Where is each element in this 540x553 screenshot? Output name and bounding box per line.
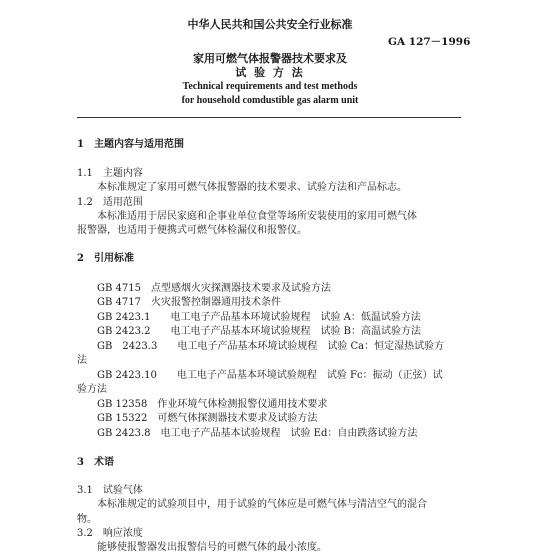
reference-gb2423-1: GB 2423.1 电工电子产品基本环境试验规程 试验 A：低温试验方法 xyxy=(97,312,421,323)
reference-gb2423-3-wrap: 法 xyxy=(77,355,87,366)
standard-number: GA 127－1996 xyxy=(388,36,471,48)
section-3-heading: 3 术语 xyxy=(77,457,114,468)
reference-gb2423-2: GB 2423.2 电工电子产品基本环境试验规程 试验 B：高温试验方法 xyxy=(97,326,422,337)
section-1-1-text: 本标准规定了家用可燃气体报警器的技术要求、试验方法和产品标志。 xyxy=(97,182,407,193)
reference-gb4715: GB 4715 点型感烟火灾探测器技术要求及试验方法 xyxy=(97,283,331,294)
section-1-2-text-line-2: 报警器，也适用于便携式可燃气体检漏仪和报警仪。 xyxy=(77,225,307,236)
section-1-2-heading: 1.2 适用范围 xyxy=(77,197,143,208)
section-3-1-text-line-1: 本标准规定的试验项目中，用于试验的气体应是可燃气体与清洁空气的混合 xyxy=(97,499,427,510)
reference-gb2423-8: GB 2423.8 电工电子产品基本试验规程 试验 Ed：自由跌落试验方法 xyxy=(97,428,418,439)
issuing-org: 中华人民共和国公共安全行业标准 xyxy=(187,18,353,31)
reference-gb15322: GB 15322 可燃气体探测器技术要求及试验方法 xyxy=(97,413,318,424)
reference-gb2423-10-wrap: 验方法 xyxy=(77,384,107,395)
title-cn-line-1: 家用可燃气体报警器技术要求及 xyxy=(193,52,347,65)
section-1-heading: 1 主题内容与适用范围 xyxy=(77,139,184,150)
header-divider xyxy=(77,117,461,118)
section-3-2-text: 能够使报警器发出报警信号的可燃气体的最小浓度。 xyxy=(97,542,327,553)
section-3-1-heading: 3.1 试验气体 xyxy=(77,485,143,496)
title-en-line-2: for household comdustible gas alarm unit xyxy=(181,95,359,106)
title-cn-line-2: 试 验 方 法 xyxy=(235,66,305,79)
title-en-line-1: Technical requirements and test methods xyxy=(182,81,358,92)
reference-gb4717: GB 4717 火灾报警控制器通用技术条件 xyxy=(97,297,281,308)
reference-gb2423-10: GB 2423.10 电工电子产品基本环境试验规程 试验 Fc：振动（正弦）试 xyxy=(97,370,443,381)
section-2-heading: 2 引用标准 xyxy=(77,253,134,264)
reference-gb2423-3: GB 2423.3 电工电子产品基本环境试验规程 试验 Ca：恒定湿热试验方 xyxy=(97,341,445,352)
section-3-2-heading: 3.2 响应浓度 xyxy=(77,528,143,539)
reference-gb12358: GB 12358 作业环境气体检测报警仪通用技术要求 xyxy=(97,399,328,410)
section-3-1-text-line-2: 物。 xyxy=(77,514,97,525)
section-1-2-text-line-1: 本标准适用于居民家庭和企事业单位食堂等场所安装使用的家用可燃气体 xyxy=(97,211,417,222)
section-1-1-heading: 1.1 主题内容 xyxy=(77,168,143,179)
